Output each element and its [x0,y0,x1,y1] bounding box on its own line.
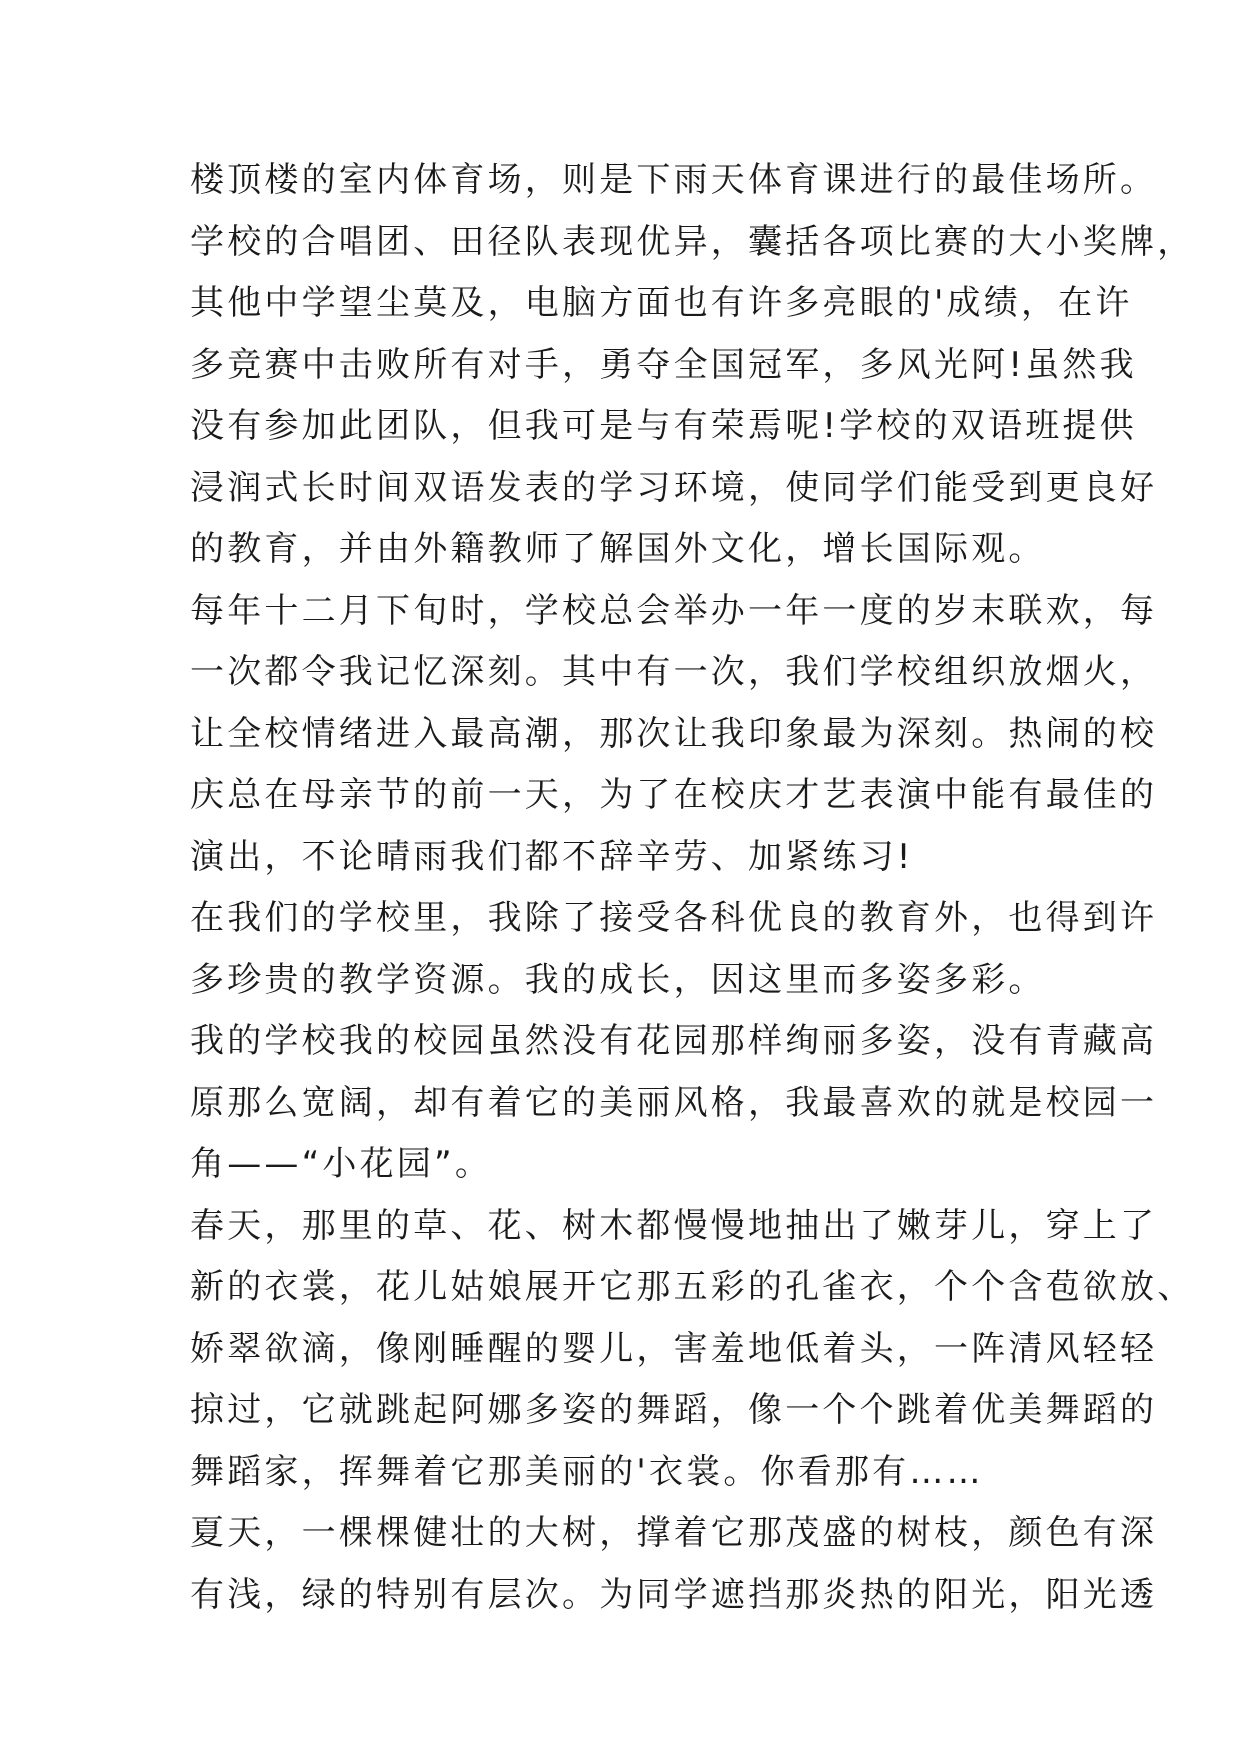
text-line: 其他中学望尘莫及，电脑方面也有许多亮眼的'成绩，在许 [190,283,1133,323]
text-line: 一次都令我记忆深刻。其中有一次，我们学校组织放烟火， [190,652,1158,692]
text-line: 每年十二月下旬时，学校总会举办一年一度的岁末联欢，每 [190,590,1158,631]
text-line: 在我们的学校里，我除了接受各科优良的教育外，也得到许 [190,898,1158,938]
text-line: 我的学校我的校园虽然没有花园那样绚丽多姿，没有青藏高 [190,1021,1158,1061]
text-line: 楼顶楼的室内体育场，则是下雨天体育课进行的最佳场所。 [190,160,1158,200]
text-line: 浸润式长时间双语发表的学习环境，使同学们能受到更良好 [190,467,1158,508]
text-line: 庆总在母亲节的前一天，为了在校庆才艺表演中能有最佳的 [190,775,1158,815]
text-line: 春天，那里的草、花、树木都慢慢地抽出了嫩芽儿，穿上了 [190,1205,1158,1246]
text-line: 角——“小花园”。 [190,1144,493,1184]
text-line: 的教育，并由外籍教师了解国外文化，增长国际观。 [190,529,1046,569]
text-line: 多竞赛中击败所有对手，勇夺全国冠军，多风光阿!虽然我 [190,344,1137,385]
text-line: 掠过，它就跳起阿娜多姿的舞蹈，像一个个跳着优美舞蹈的 [190,1390,1158,1430]
text-line: 原那么宽阔，却有着它的美丽风格，我最喜欢的就是校园一 [190,1082,1158,1123]
text-line: 让全校情绪进入最高潮，那次让我印象最为深刻。热闹的校 [190,713,1158,754]
text-line: 舞蹈家，挥舞着它那美丽的'衣裳。你看那有…… [190,1451,984,1492]
text-line: 学校的合唱团、田径队表现优异，囊括各项比赛的大小奖牌， [190,221,1195,262]
text-line: 新的衣裳，花儿姑娘展开它那五彩的孔雀衣，个个含苞欲放、 [190,1267,1195,1307]
body-text [190,150,1195,1626]
text-line: 演出，不论晴雨我们都不辞辛劳、加紧练习! [190,836,914,877]
text-line: 多珍贵的教学资源。我的成长，因这里而多姿多彩。 [190,959,1046,1000]
text-line: 娇翠欲滴，像刚睡醒的婴儿，害羞地低着头，一阵清风轻轻 [190,1328,1158,1369]
text-line: 有浅，绿的特别有层次。为同学遮挡那炎热的阳光，阳光透 [190,1574,1158,1615]
text-line: 没有参加此团队，但我可是与有荣焉呢!学校的双语班提供 [190,406,1137,446]
text-line: 夏天，一棵棵健壮的大树，撑着它那茂盛的树枝，颜色有深 [190,1513,1158,1553]
